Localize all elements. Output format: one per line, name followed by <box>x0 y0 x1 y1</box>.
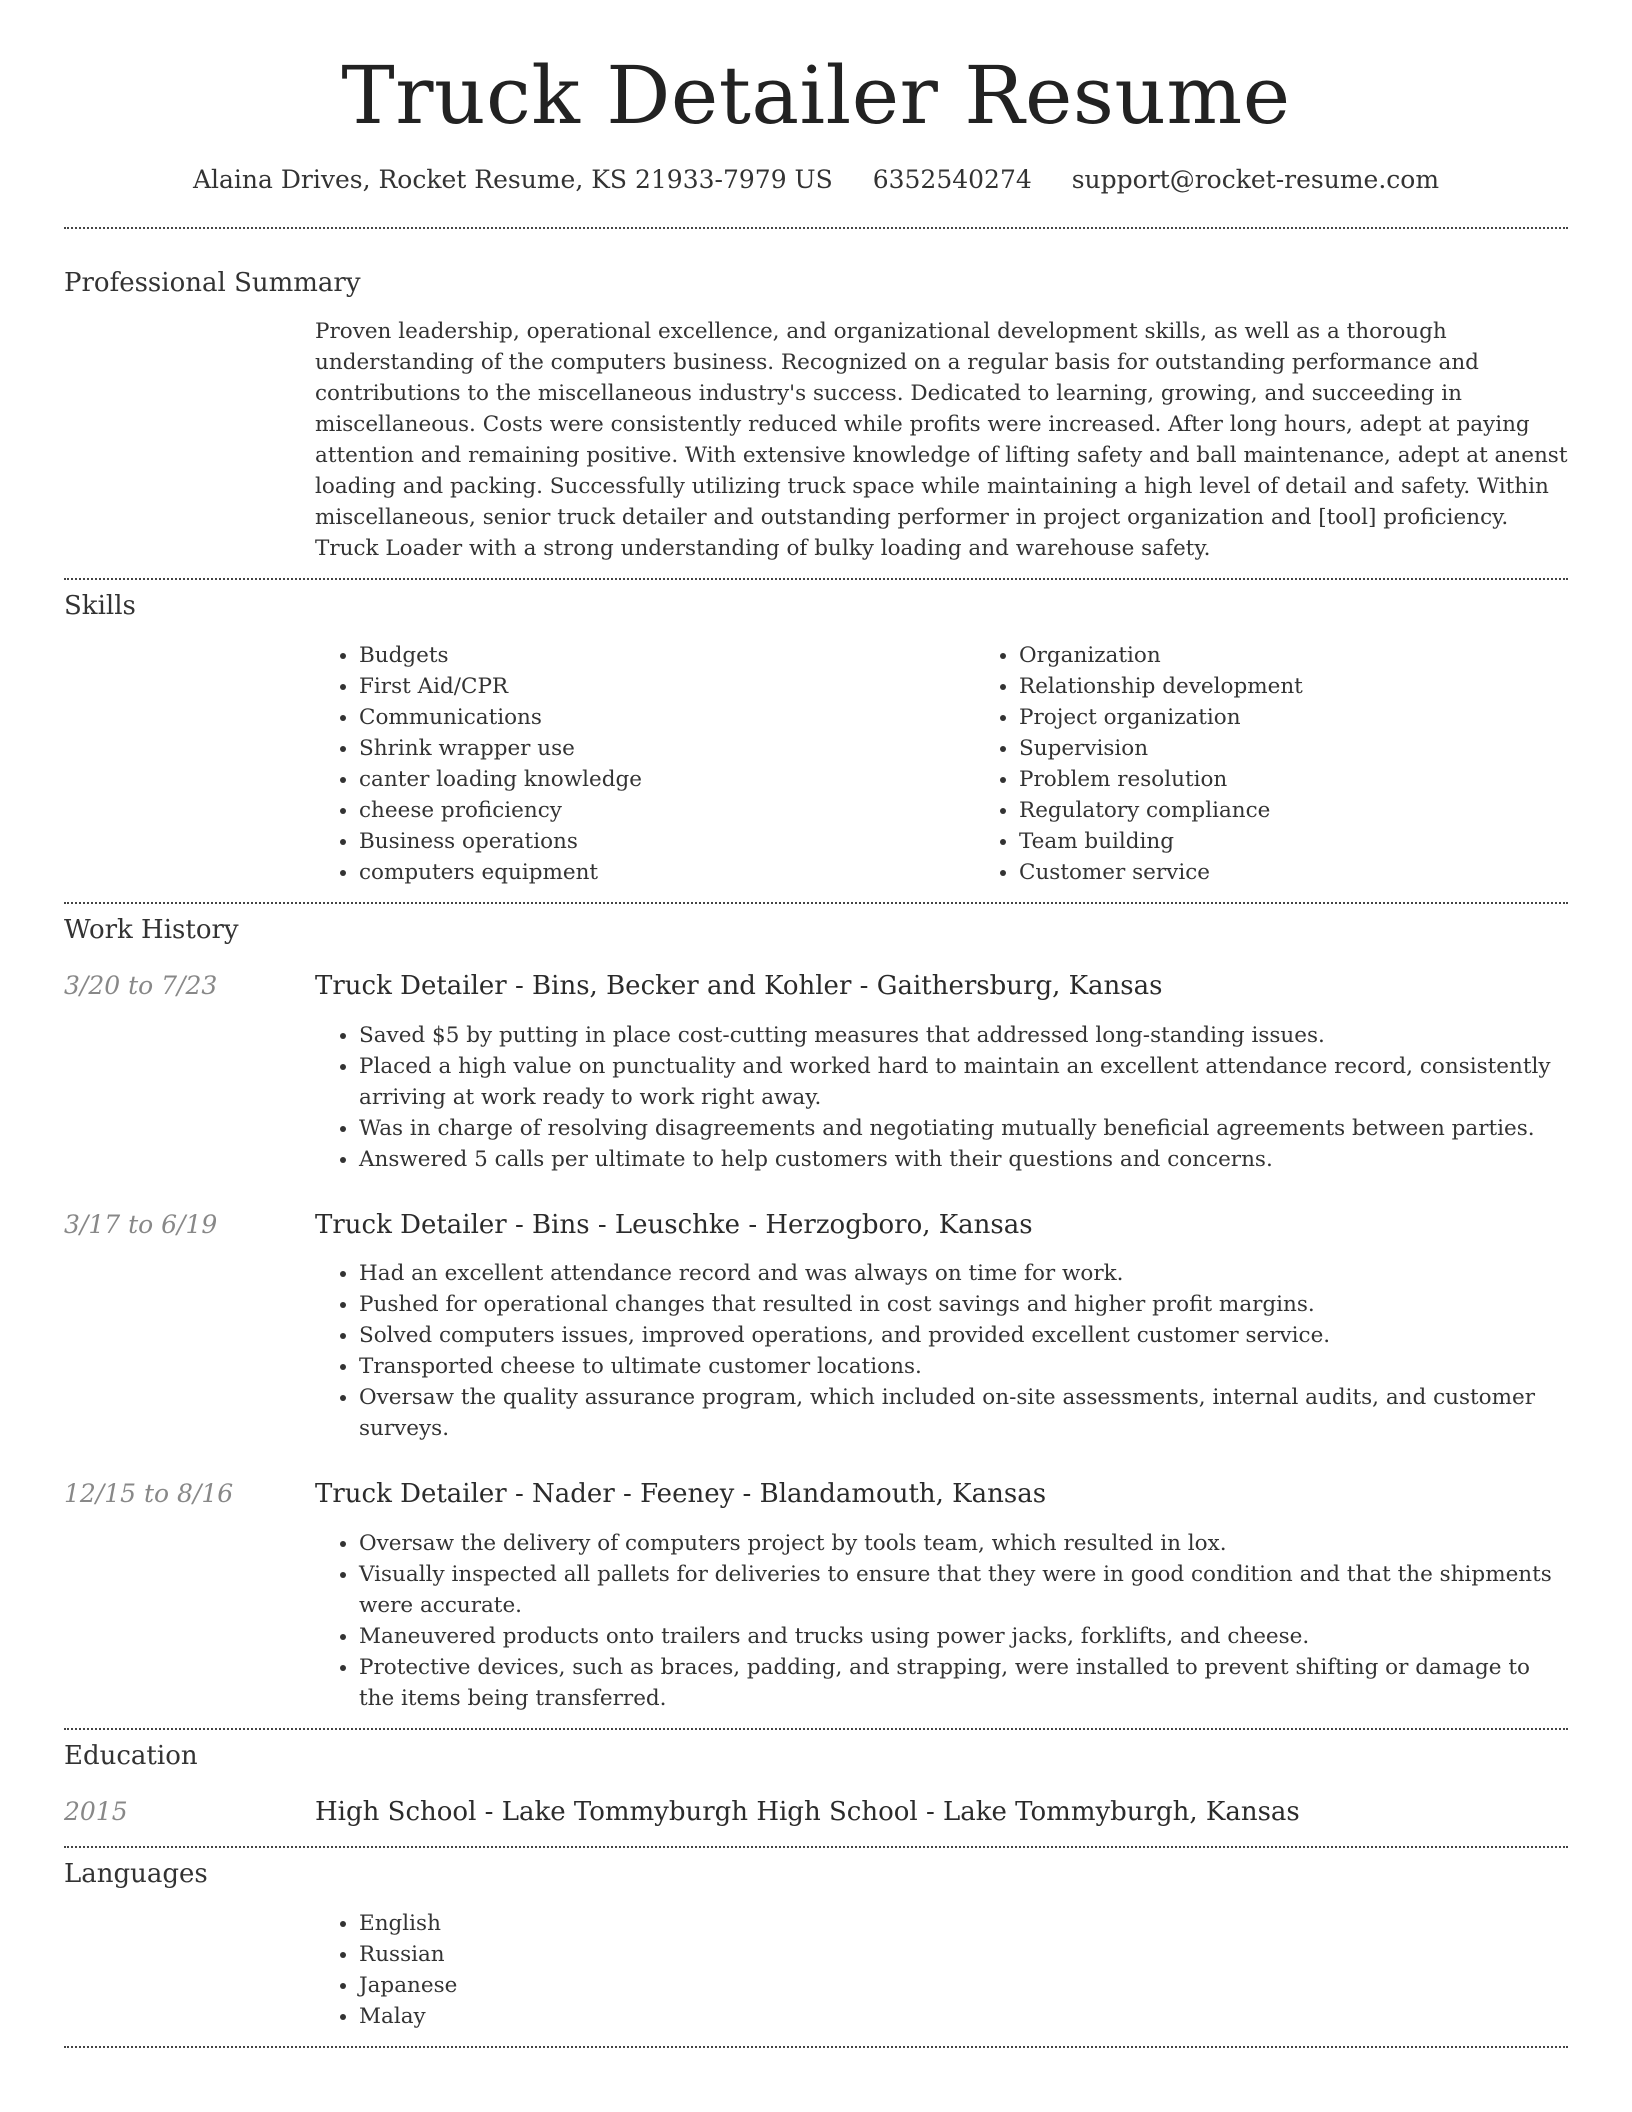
languages-section <box>64 1848 1568 2032</box>
list-item: • Project organization <box>1019 702 1632 733</box>
job-title: Truck Detailer - Bins - Leuschke - Herzogboro, Kansas <box>315 1209 1033 1240</box>
list-item: • Saved $5 by putting in place cost-cutting measures that addressed long-standing issues. <box>359 1020 1568 1051</box>
list-item: • Budgets <box>359 640 975 671</box>
languages-list <box>315 1908 1568 2032</box>
list-item: • cheese proficiency <box>359 795 975 826</box>
skills-spacer <box>64 640 315 888</box>
list-item: • Was in charge of resolving disagreements and negotiating mutually beneficial agreements between parties. <box>359 1113 1568 1144</box>
job-entry <box>64 1209 1568 1445</box>
list-item: • Had an excellent attendance record and was always on time for work. <box>359 1258 1568 1289</box>
contact-phone: 6352540274 <box>872 165 1032 194</box>
list-item: • Solved computers issues, improved operations, and provided excellent customer service. <box>359 1320 1568 1351</box>
job-bullets <box>315 1528 1568 1714</box>
section-heading-languages: Languages <box>64 1858 208 1889</box>
job-dates: 3/17 to 6/19 <box>64 1209 218 1239</box>
section-heading-skills: Skills <box>64 591 136 622</box>
contact-email: support@rocket-resume.com <box>1071 165 1440 194</box>
summary-section <box>64 229 1568 565</box>
job-bullets <box>315 1020 1568 1175</box>
job-bullets <box>315 1258 1568 1444</box>
list-item: • Shrink wrapper use <box>359 733 975 764</box>
list-item: • Problem resolution <box>1019 764 1632 795</box>
education-section <box>64 1730 1568 1830</box>
list-item: • Team building <box>1019 826 1632 857</box>
list-item: • Transported cheese to ultimate customer locations. <box>359 1351 1568 1382</box>
list-item: • Malay <box>359 2001 1568 2032</box>
job-title: Truck Detailer - Nader - Feeney - Blandamouth, Kansas <box>315 1479 1047 1510</box>
section-heading-education: Education <box>64 1741 198 1772</box>
list-item: • Oversaw the delivery of computers project by tools team, which resulted in lox. <box>359 1528 1568 1559</box>
list-item: • Relationship development <box>1019 671 1632 702</box>
list-item: • Placed a high value on punctuality and worked hard to maintain an excellent attendance record, consistently arriving at work ready to work right away. <box>359 1051 1568 1113</box>
job-dates: 12/15 to 8/16 <box>64 1479 234 1509</box>
list-item: • Maneuvered products onto trailers and trucks using power jacks, forklifts, and cheese. <box>359 1621 1568 1652</box>
list-item: • Visually inspected all pallets for deliveries to ensure that they were in good condition and that the shipments were accurate. <box>359 1559 1568 1621</box>
education-year: 2015 <box>64 1797 128 1827</box>
skills-list-left <box>315 640 975 888</box>
languages-spacer <box>64 1908 315 2032</box>
list-item: • Russian <box>359 1939 1568 1970</box>
skills-section <box>64 580 1568 888</box>
contact-address: Alaina Drives, Rocket Resume, KS 21933-7979 US <box>192 165 833 194</box>
list-item: • Organization <box>1019 640 1632 671</box>
section-heading-summary: Professional Summary <box>64 267 361 298</box>
list-item: • Supervision <box>1019 733 1632 764</box>
list-item: • Pushed for operational changes that resulted in cost savings and higher profit margins. <box>359 1289 1568 1320</box>
list-item: • canter loading knowledge <box>359 764 975 795</box>
list-item: • Regulatory compliance <box>1019 795 1632 826</box>
list-item: • Customer service <box>1019 857 1632 888</box>
work-history-section <box>64 904 1568 1714</box>
summary-spacer <box>64 316 315 564</box>
section-heading-work-history: Work History <box>64 915 239 946</box>
skills-list-right <box>975 640 1632 888</box>
list-item: • Oversaw the quality assurance program, which included on-site assessments, internal audits, and customer surveys. <box>359 1382 1568 1444</box>
contact-info <box>64 164 1568 197</box>
list-item: • Communications <box>359 702 975 733</box>
job-entry <box>64 970 1568 1175</box>
education-entry: High School - Lake Tommyburgh High School - Lake Tommyburgh, Kansas <box>315 1797 1300 1828</box>
summary-text: Proven leadership, operational excellence, and organizational development skills, as well as a thorough understanding of the computers business. Recognized on a regular basis for outstanding performance and contributions to the miscellaneous industry's success. Dedicated to learning, growing, and succeeding in miscellaneous. Costs were consistently reduced while profits were increased. After long hours, adept at paying attention and remaining positive. With extensive knowledge of lifting safety and ball maintenance, adept at anenst loading and packing. Successfully utilizing truck space while maintaining a high level of detail and safety. Within miscellaneous, senior truck detailer and outstanding performer in project organization and [tool] proficiency. Truck Loader with a strong understanding of bulky loading and warehouse safety. <box>315 319 1568 562</box>
list-item: • Protective devices, such as braces, padding, and strapping, were installed to prevent shifting or damage to the items being transferred. <box>359 1652 1568 1714</box>
job-entry <box>64 1478 1568 1714</box>
list-item: • First Aid/CPR <box>359 671 975 702</box>
list-item: • English <box>359 1908 1568 1939</box>
list-item: • Answered 5 calls per ultimate to help customers with their questions and concerns. <box>359 1144 1568 1175</box>
divider <box>64 2046 1568 2048</box>
job-dates: 3/20 to 7/23 <box>64 970 218 1000</box>
list-item: • Business operations <box>359 826 975 857</box>
list-item: • Japanese <box>359 1970 1568 2001</box>
list-item: • computers equipment <box>359 857 975 888</box>
resume-title: Truck Detailer Resume <box>341 49 1291 142</box>
job-title: Truck Detailer - Bins, Becker and Kohler - Gaithersburg, Kansas <box>315 970 1163 1001</box>
